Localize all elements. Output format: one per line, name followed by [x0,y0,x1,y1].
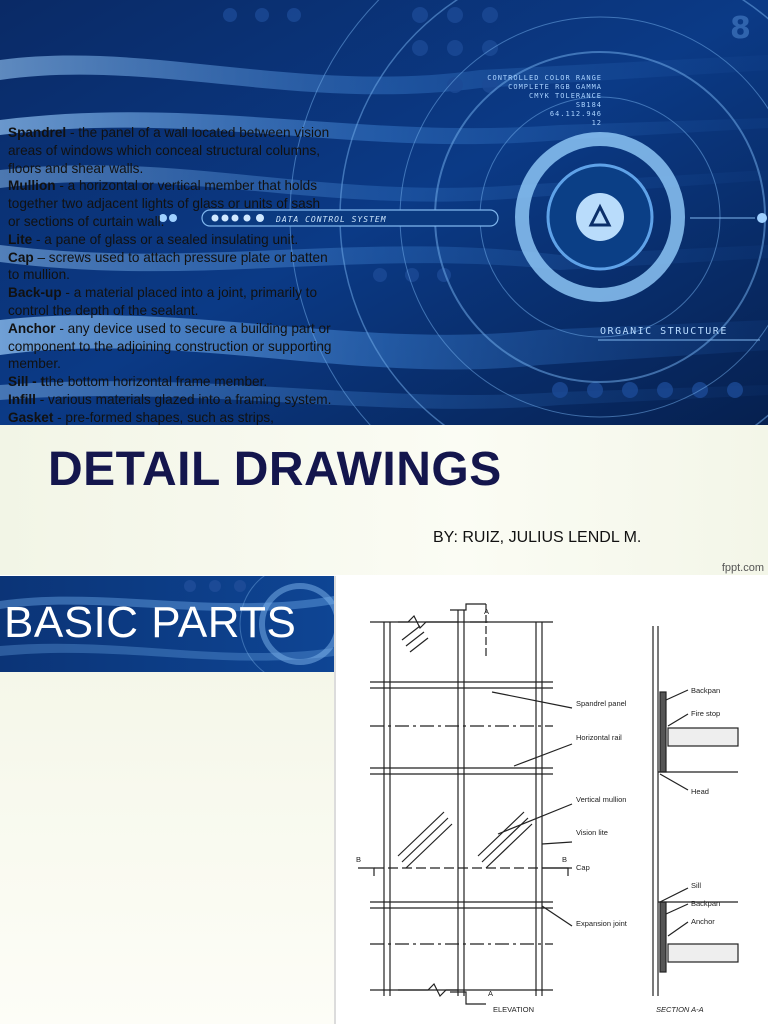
definition-term: Spandrel [8,125,67,140]
hud-line: CONTROLLED COLOR RANGE [487,74,602,82]
label-backpan-top: Backpan [691,686,721,695]
definition-text: – screws used to attach pressure plate or batten to mullion. [8,249,328,283]
hud-line: COMPLETE RGB GAMMA [508,83,602,91]
definition-item [8,231,332,249]
label-backpan-bottom: Backpan [691,899,721,908]
curtain-wall-drawing [338,576,768,1029]
definition-term: Gasket [8,409,54,425]
definition-term: Anchor [8,320,56,336]
definition-text: the bottom horizontal frame member. [45,374,268,390]
definition-term: Infill [8,391,36,407]
definition-text: - various materials glazed into a framing system. [35,391,332,407]
definition-text: - pre-formed shapes, such as strips, [53,409,274,425]
definition-item [8,177,332,230]
hud-line: SB184 [575,101,602,109]
basic-parts-header [0,576,334,672]
definition-item [8,124,332,177]
definition-text: - a pane of glass or a sealed insulating unit. [32,231,299,247]
slide-basic-parts [0,576,768,1024]
label-horizontal-rail: Horizontal rail [576,733,622,742]
label-section-a-bottom: A [488,989,494,998]
definition-item [8,320,332,373]
label-fire-stop: Fire stop [691,709,721,718]
definitions-panel [0,672,334,1024]
definition-item [8,284,332,320]
label-sill: Sill [691,881,702,890]
divider [334,576,336,1024]
hud-line: CMYK TOLERANCE [528,92,602,100]
author-byline: BY: RUIZ, JULIUS LENDL M. [433,529,642,546]
caption-section: SECTION A-A [656,1005,704,1014]
definition-item [8,391,332,409]
label-spandrel: Spandrel panel [576,699,627,708]
definition-text: - any device used to secure a building part or component to the adjoining construction or supporting member. [8,320,332,372]
section-title: BASIC PARTS [4,598,297,647]
definition-item [8,373,332,391]
label-cap: Cap [576,863,590,872]
label-expansion-joint: Expansion joint [576,919,627,928]
definition-term: Lite [8,231,33,247]
definition-term: Cap [8,249,34,265]
hud-system-label: DATA CONTROL SYSTEM [276,215,387,224]
label-anchor: Anchor [691,917,715,926]
caption-elevation: ELEVATION [493,1005,534,1014]
hud-organic-label: ORGANIC STRUCTURE [600,326,728,337]
definition-item [8,249,332,285]
definition-term: Mullion [8,178,56,194]
label-head: Head [691,787,709,796]
label-section-b-left: B [356,855,362,864]
hud-line: 12 [591,119,602,127]
definition-text: - a material placed into a joint, primarily to control the depth of the sealant. [8,285,318,318]
hud-line: 64.112.946 [549,110,602,118]
svg-text:8: 8 [730,11,751,46]
definition-term: Back-up [8,285,62,301]
definition-text: - a horizontal or vertical member that holds together two adjacent lights of glass or units of sash or sections of curtain wall. [8,178,321,229]
definition-item [8,409,332,427]
definition-text: - the panel of a wall located between vision areas of windows which conceal structural columns, floors and shear walls. [8,125,330,176]
label-section-a-top: A [484,607,490,616]
page-title: DETAIL DRAWINGS [48,443,502,496]
label-vertical-mullion: Vertical mullion [576,795,627,804]
watermark: fppt.com [721,562,764,574]
label-section-b-right: B [562,855,568,864]
definition-term: Sill - t [8,374,46,390]
label-vision-lite: Vision lite [576,828,608,837]
definitions-list [8,124,332,427]
